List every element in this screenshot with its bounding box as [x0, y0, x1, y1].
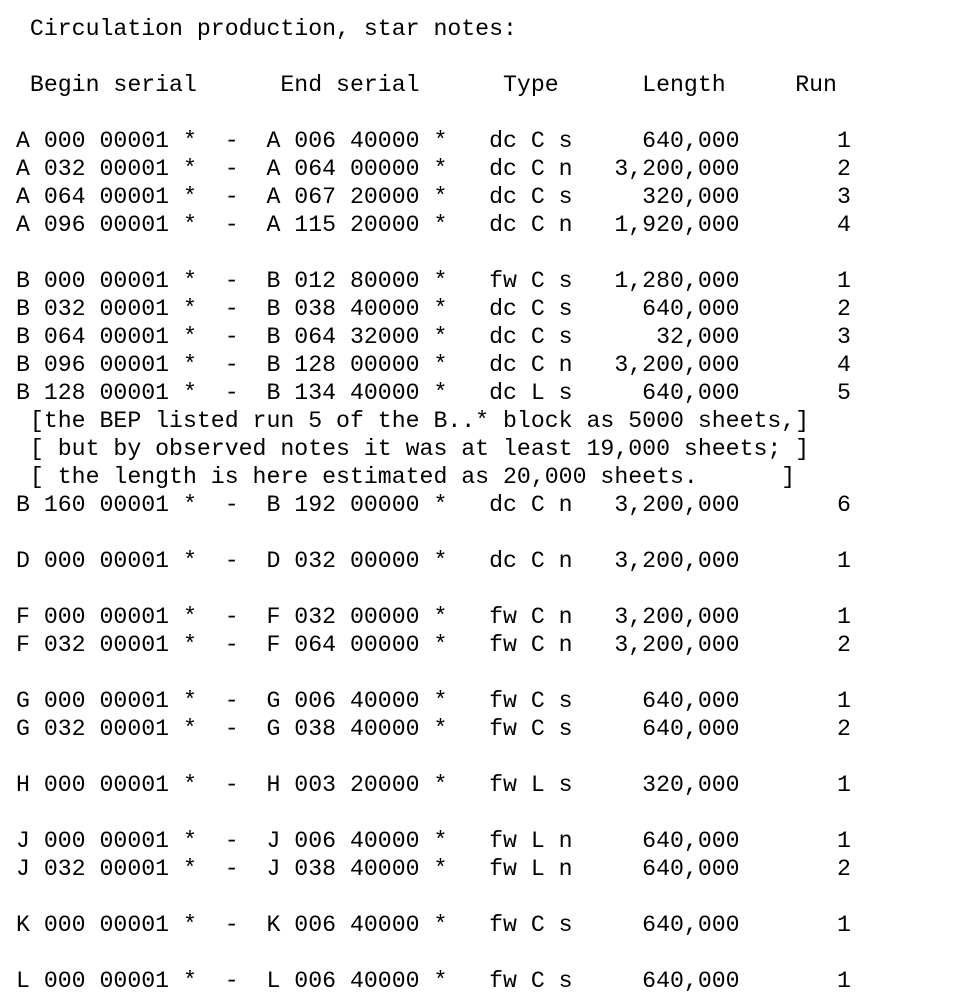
- document-title: Circulation production, star notes:: [16, 16, 517, 42]
- note-line: [the BEP listed run 5 of the B..* block as 5000 sheets,]: [16, 408, 810, 434]
- blank-line: [16, 883, 969, 911]
- note-line: [ but by observed notes it was at least 19,000 sheets; ]: [16, 436, 810, 462]
- blank-line: [16, 659, 969, 687]
- blank-line: [16, 743, 969, 771]
- serial-row: F 000 00001 * - F 032 00000 * fw C n 3,200,000 1: [16, 604, 851, 630]
- serial-row: J 032 00001 * - J 038 40000 * fw L n 640,000 2: [16, 856, 851, 882]
- blank-line: [16, 939, 969, 967]
- serial-row: L 000 00001 * - L 006 40000 * fw C s 640,000 1: [16, 968, 851, 994]
- serial-row: B 128 00001 * - B 134 40000 * dc L s 640,000 5: [16, 380, 851, 406]
- blank-line: [16, 43, 969, 71]
- blank-line: [16, 799, 969, 827]
- serial-row: A 032 00001 * - A 064 00000 * dc C n 3,200,000 2: [16, 156, 851, 182]
- serial-row: A 064 00001 * - A 067 20000 * dc C s 320,000 3: [16, 184, 851, 210]
- serial-row: J 000 00001 * - J 006 40000 * fw L n 640,000 1: [16, 828, 851, 854]
- column-header-row: Begin serial End serial Type Length Run: [16, 72, 837, 98]
- blank-line: [16, 519, 969, 547]
- blank-line: [16, 575, 969, 603]
- serial-row: B 000 00001 * - B 012 80000 * fw C s 1,280,000 1: [16, 268, 851, 294]
- serial-row: K 000 00001 * - K 006 40000 * fw C s 640,000 1: [16, 912, 851, 938]
- blank-line: [16, 239, 969, 267]
- serial-row: B 064 00001 * - B 064 32000 * dc C s 32,000 3: [16, 324, 851, 350]
- serial-row: F 032 00001 * - F 064 00000 * fw C n 3,200,000 2: [16, 632, 851, 658]
- serial-row: B 096 00001 * - B 128 00000 * dc C n 3,200,000 4: [16, 352, 851, 378]
- serial-row: H 000 00001 * - H 003 20000 * fw L s 320,000 1: [16, 772, 851, 798]
- serial-row: A 000 00001 * - A 006 40000 * dc C s 640,000 1: [16, 128, 851, 154]
- preformatted-document: [16, 15, 969, 995]
- note-line: [ the length is here estimated as 20,000 sheets. ]: [16, 464, 796, 490]
- serial-row: B 160 00001 * - B 192 00000 * dc C n 3,200,000 6: [16, 492, 851, 518]
- serial-row: G 000 00001 * - G 006 40000 * fw C s 640,000 1: [16, 688, 851, 714]
- serial-row: A 096 00001 * - A 115 20000 * dc C n 1,920,000 4: [16, 212, 851, 238]
- serial-row: D 000 00001 * - D 032 00000 * dc C n 3,200,000 1: [16, 548, 851, 574]
- blank-line: [16, 99, 969, 127]
- serial-row: G 032 00001 * - G 038 40000 * fw C s 640,000 2: [16, 716, 851, 742]
- serial-row: B 032 00001 * - B 038 40000 * dc C s 640,000 2: [16, 296, 851, 322]
